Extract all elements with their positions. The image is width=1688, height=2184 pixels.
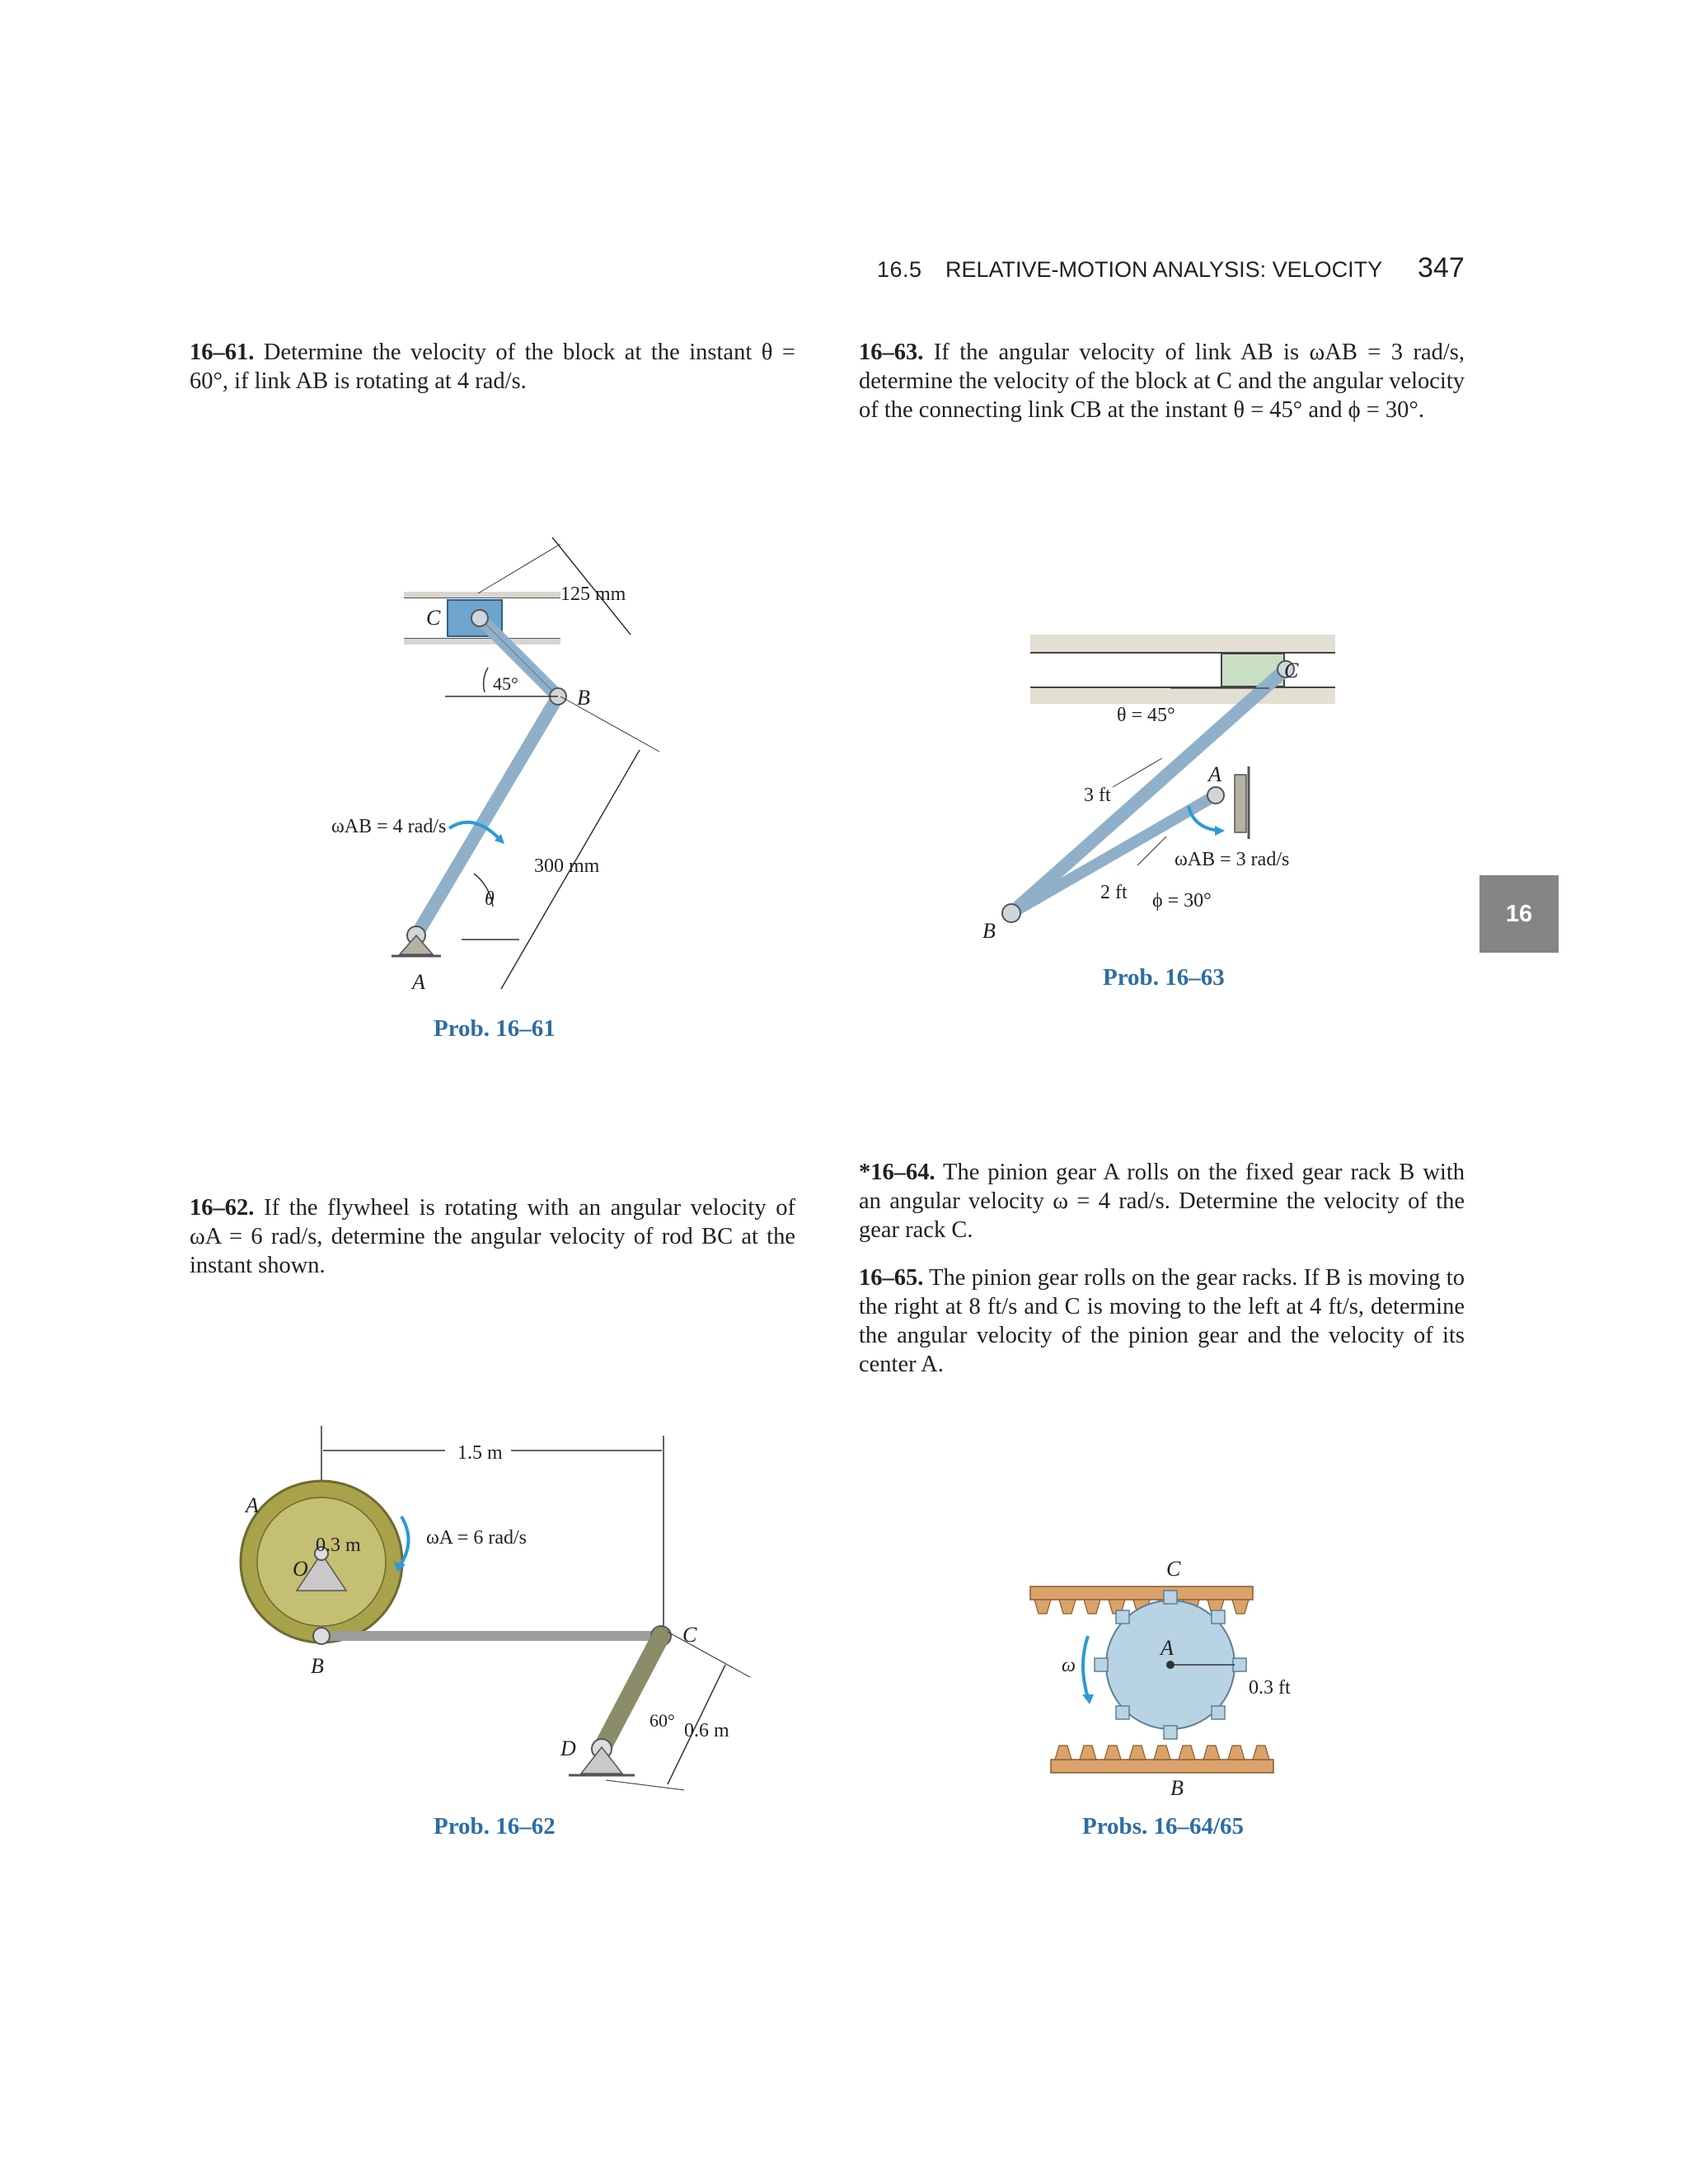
omega-label: ωAB = 4 rad/s <box>331 816 447 837</box>
problem-16-61 <box>190 338 795 396</box>
problem-number: 16–65. <box>859 1265 924 1291</box>
label-c: C <box>682 1623 697 1647</box>
dim-2ft: 2 ft <box>1100 882 1128 903</box>
label-b: B <box>577 686 590 710</box>
dim-300: 300 mm <box>534 855 600 877</box>
dim-0-3: 0.3 m <box>316 1535 361 1556</box>
problem-text: The pinion gear rolls on the gear racks. If B is moving to the right at 8 ft/s and C is moving to the left at 4 ft/s, determine the angular velocity of the pinion gear and the velocity of its center A. <box>859 1265 1465 1377</box>
problem-16-62 <box>190 1193 795 1280</box>
section-title: RELATIVE-MOTION ANALYSIS: VELOCITY <box>945 257 1383 282</box>
omega-label: ωA = 6 rad/s <box>426 1527 527 1549</box>
caption-16-61: Prob. 16–61 <box>434 1015 556 1042</box>
section-number: 16.5 <box>877 257 922 282</box>
rack-c <box>1030 1586 1253 1600</box>
omega-label: ωAB = 3 rad/s <box>1175 849 1290 870</box>
chapter-tab[interactable]: 16 <box>1479 875 1559 953</box>
dim-0-6: 0.6 m <box>684 1720 729 1741</box>
label-c: C <box>1284 658 1299 682</box>
label-d: D <box>560 1736 576 1760</box>
omega-label: ω <box>1062 1655 1076 1676</box>
figure-16-62 <box>231 1418 758 1830</box>
rack-b <box>1051 1760 1273 1773</box>
caption-16-62: Prob. 16–62 <box>434 1813 556 1840</box>
label-c: C <box>426 606 441 630</box>
phi-label: ϕ = 30° <box>1152 890 1212 912</box>
label-o: O <box>293 1557 308 1581</box>
problem-text: If the angular velocity of link AB is ωAB = 3 rad/s, determine the velocity of the block at C and the angular velocity of the connecting link CB at the instant θ = 45° and ϕ = 30°. <box>859 340 1465 423</box>
dim-0-3ft: 0.3 ft <box>1249 1677 1291 1699</box>
rack-b-teeth <box>1055 1746 1269 1760</box>
problem-number: 16–63. <box>859 340 924 365</box>
figure-16-64-65 <box>1030 1549 1343 1800</box>
label-b: B <box>311 1654 324 1678</box>
problem-16-64 <box>859 1158 1465 1244</box>
dim-1-5: 1.5 m <box>457 1442 503 1464</box>
caption-16-63: Prob. 16–63 <box>1103 964 1225 991</box>
label-a: A <box>246 1493 259 1517</box>
label-a: A <box>412 970 425 994</box>
page-number: 347 <box>1418 252 1465 284</box>
label-a: A <box>1160 1636 1174 1660</box>
figure-16-63 <box>973 626 1352 956</box>
problem-number: *16–64. <box>859 1160 935 1185</box>
caption-16-64-65: Probs. 16–64/65 <box>1082 1813 1245 1840</box>
dim-125: 125 mm <box>560 583 626 605</box>
problem-text: The pinion gear A rolls on the fixed gear rack B with an angular velocity ω = 4 rad/s. Determine the velocity of the gear rack C. <box>859 1160 1465 1243</box>
angle-60: 60° <box>649 1710 675 1731</box>
theta-label: θ = 45° <box>1117 705 1175 726</box>
problem-text: If the flywheel is rotating with an angular velocity of ωA = 6 rad/s, determine the angular velocity of rod BC at the instant shown. <box>190 1195 796 1278</box>
angle-45: 45° <box>493 673 518 694</box>
figure-16-61 <box>313 527 676 1022</box>
label-b: B <box>1170 1776 1184 1800</box>
problem-number: 16–62. <box>190 1195 255 1221</box>
problem-16-65 <box>859 1263 1465 1379</box>
dim-3ft: 3 ft <box>1084 785 1111 806</box>
label-a: A <box>1208 762 1221 786</box>
problem-text: Determine the velocity of the block at the instant θ = 60°, if link AB is rotating at 4 rad/s. <box>190 340 795 394</box>
problem-16-63 <box>859 338 1465 424</box>
theta-label: θ <box>485 888 495 910</box>
problem-number: 16–61. <box>190 340 255 365</box>
label-c: C <box>1166 1557 1181 1581</box>
label-b: B <box>982 919 996 943</box>
